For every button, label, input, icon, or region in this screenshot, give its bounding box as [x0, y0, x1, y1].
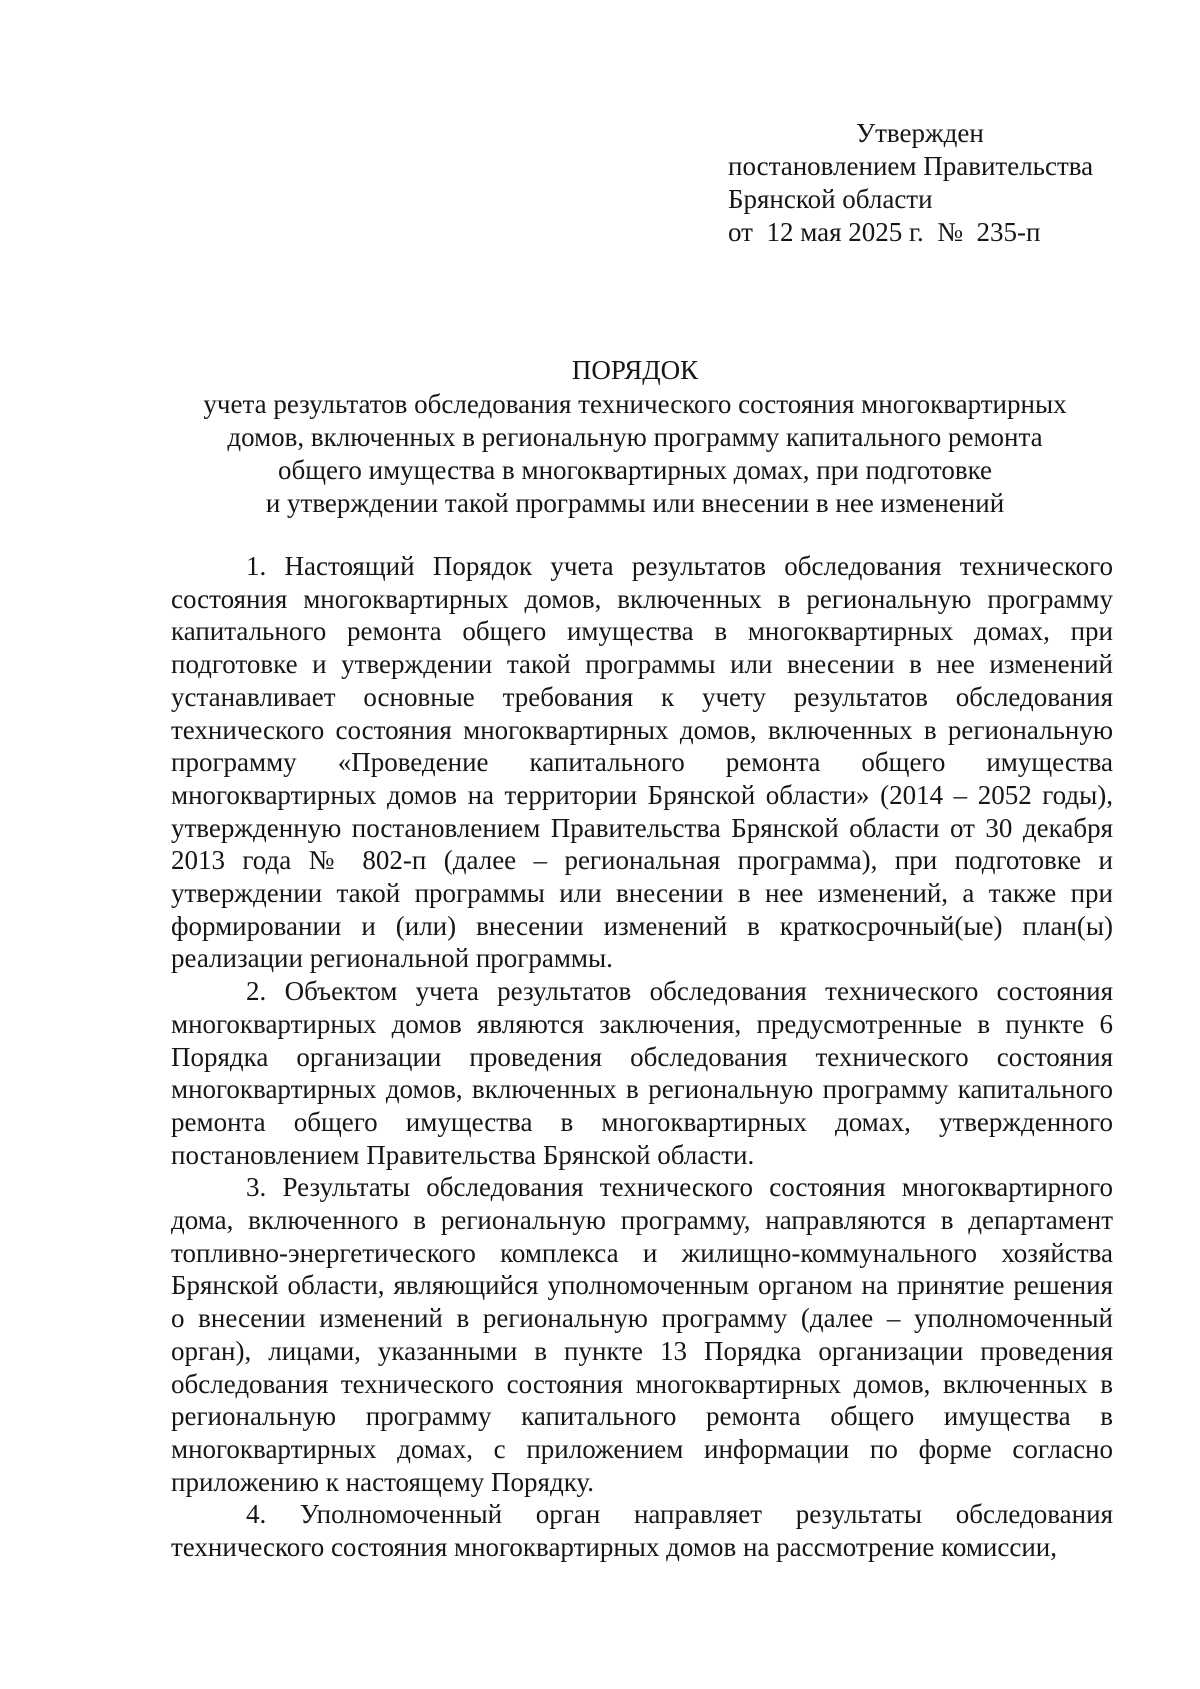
approval-stamp — [728, 117, 1093, 249]
paragraph-2: 2. Объектом учета результатов обследования технического состояния многоквартирных домов являются заключения, предусмотренные в пункте 6 Порядка организации проведения обследования технического состояния многоквартирных домов, включенных в региональную программу капитального ремонта общего имущества в многоквартирных домах, утвержденного постановлением Правительства Брянской области. — [171, 976, 1113, 1170]
paragraph-4: 4. Уполномоченный орган направляет результаты обследования технического состояния многоквартирных домов на рассмотрение комиссии, — [171, 1499, 1113, 1563]
paragraph-1: 1. Настоящий Порядок учета результатов обследования технического состояния многоквартирных домов, включенных в региональную программу капитального ремонта общего имущества в многоквартирных домах, при подготовке и утверждении такой программы или внесении в нее изменений устанавливает основные требования к учету результатов обследования технического состояния многоквартирных домов, включенных в региональную программу «Проведение капитального ремонта общего имущества многоквартирных домов на территории Брянской области» (2014 – 2052 годы), утвержденную постановлением Правительства Брянской области от 30 декабря 2013 года № 802-п (далее – региональная программа), при подготовке и утверждении такой программы или внесении в нее изменений, а также при формировании и (или) внесении изменений в краткосрочный(ые) план(ы) реализации региональной программы. — [171, 551, 1113, 974]
document-title — [160, 354, 1110, 520]
approval-line: Брянской области — [728, 184, 933, 214]
approval-line: постановлением Правительства — [728, 151, 1094, 181]
approval-date-number: от 12 мая 2025 г. № 235-п — [728, 217, 1041, 247]
title-subtitle-line: домов, включенных в региональную программу капитального ремонта — [227, 422, 1043, 452]
title-subtitle-line: и утверждении такой программы или внесении в нее изменений — [265, 488, 1005, 518]
paragraph-3: 3. Результаты обследования технического состояния многоквартирного дома, включенного в региональную программу, направляются в департамент топливно-энергетического комплекса и жилищно-коммунального хозяйства Брянской области, являющийся уполномоченным органом на принятие решения о внесении изменений в региональную программу (далее – уполномоченный орган), лицами, указанными в пункте 13 Порядка организации проведения обследования технического состояния многоквартирных домов, включенных в региональную программу капитального ремонта общего имущества в многоквартирных домах, с приложением информации по форме согласно приложению к настоящему Порядку. — [171, 1172, 1113, 1497]
title-heading: ПОРЯДОК — [571, 355, 699, 385]
title-subtitle-line: общего имущества в многоквартирных домах, при подготовке — [277, 455, 993, 485]
title-subtitle-line: учета результатов обследования технического состояния многоквартирных — [203, 389, 1067, 419]
approval-line: Утвержден — [856, 118, 984, 148]
document-body — [171, 550, 1113, 1564]
